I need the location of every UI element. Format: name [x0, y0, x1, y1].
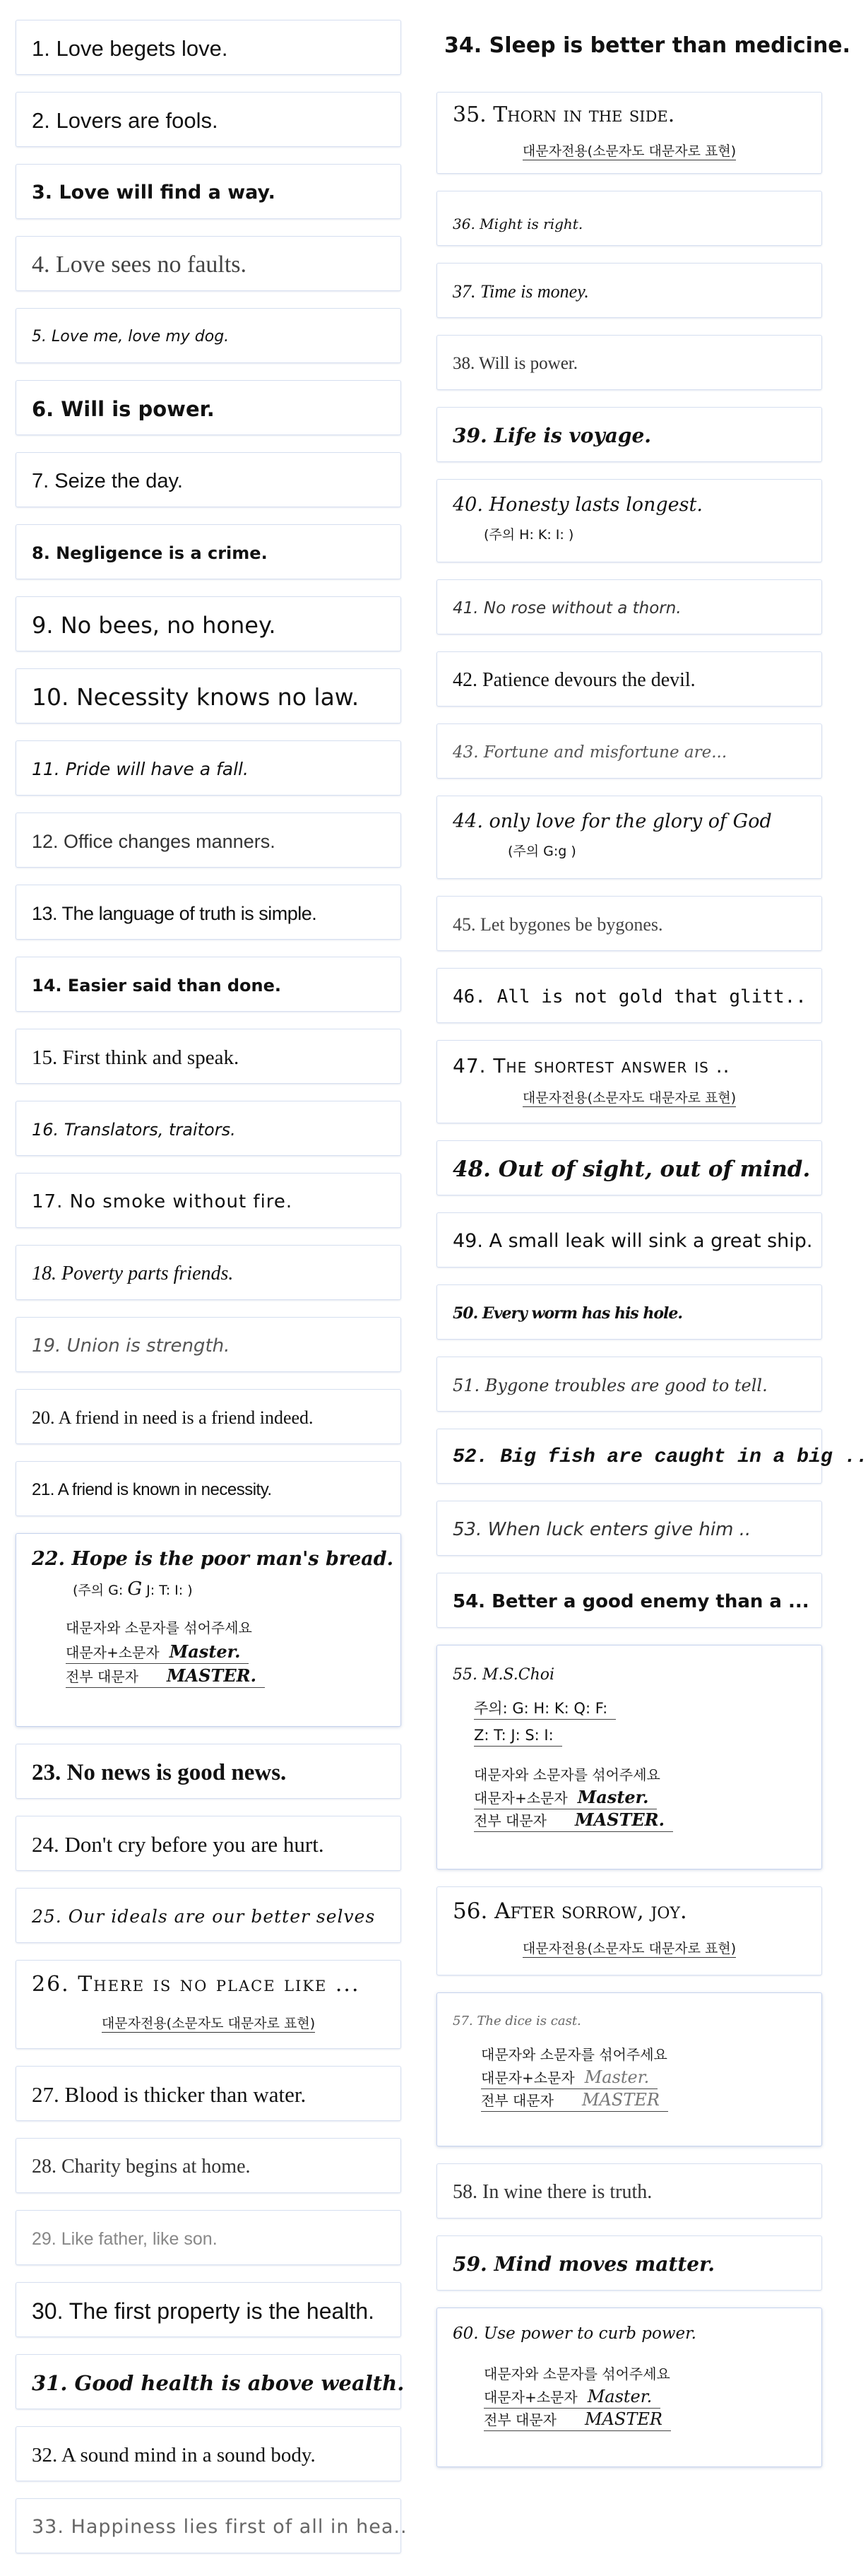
- proverb-text: 43. Fortune and misfortune are...: [453, 743, 727, 762]
- proverb-card-33: [16, 2498, 408, 2553]
- proverb-card-56: [436, 1886, 822, 1975]
- proverb-text: 38. Will is power.: [453, 354, 578, 373]
- proverb-card-32: [16, 2426, 401, 2481]
- proverb-card-50: [436, 1284, 822, 1340]
- proverb-card-20: [16, 1389, 401, 1444]
- mix-note: 대문자와 소문자를 섞어주세요: [484, 2365, 670, 2382]
- proverb-text: 47. The shortest answer is ..: [453, 1054, 730, 1077]
- proverb-card-23: [16, 1744, 401, 1799]
- proverb-text: 17. No smoke without fire.: [32, 1191, 293, 1212]
- proverb-card-11: [16, 740, 401, 796]
- proverb-text: 5. Love me, love my dog.: [32, 328, 230, 345]
- proverb-card-30: [16, 2282, 401, 2337]
- proverb-text: 55. M.S.Choi: [453, 1666, 555, 1684]
- proverb-text: 50. Every worm has his hole.: [453, 1304, 683, 1323]
- proverb-text: 8. Negligence is a crime.: [32, 543, 268, 563]
- all-upper-row: 전부 대문자 MASTER: [484, 2409, 671, 2431]
- proverb-card-4: [16, 236, 401, 291]
- proverb-text: 56. After sorrow, joy.: [453, 1898, 687, 1924]
- caps-only-note: 대문자전용(소문자도 대문자로 표현): [522, 1941, 737, 1956]
- proverb-text: 14. Easier said than done.: [32, 976, 282, 995]
- mix-note: 대문자와 소문자를 섞어주세요: [66, 1619, 252, 1636]
- proverb-text: 53. When luck enters give him ..: [453, 1519, 751, 1540]
- proverb-card-47: [436, 1040, 822, 1123]
- proverb-text: 1. Love begets love.: [32, 36, 228, 61]
- proverb-card-9: [16, 596, 401, 651]
- proverb-text: 12. Office changes manners.: [32, 831, 275, 852]
- proverb-text: 26. There is no place like ...: [32, 1972, 360, 1997]
- upper-lower-row: 대문자+소문자 Master.: [66, 1641, 249, 1664]
- proverb-text: 41. No rose without a thorn.: [453, 599, 682, 618]
- proverb-card-40: [436, 479, 822, 562]
- caps-only-note: 대문자전용(소문자도 대문자로 표현): [522, 1090, 737, 1106]
- proverb-card-24: [16, 1816, 401, 1871]
- proverb-card-49: [436, 1212, 822, 1268]
- proverb-card-13: [16, 885, 401, 940]
- proverb-text: 35. Thorn in the side.: [453, 102, 675, 127]
- proverb-text: 7. Seize the day.: [32, 470, 183, 492]
- proverb-text: 52. Big fish are caught in a big ..: [453, 1446, 868, 1468]
- proverb-card-18: [16, 1245, 401, 1300]
- all-upper-row: 전부 대문자 MASTER.: [66, 1665, 265, 1688]
- proverb-text: 36. Might is right.: [453, 215, 583, 232]
- proverb-card-5: [16, 308, 401, 363]
- proverb-card-27: [16, 2066, 401, 2121]
- proverb-card-26: [16, 1960, 401, 2049]
- proverb-text: 22. Hope is the poor man's bread.: [32, 1548, 394, 1570]
- proverb-card-45: [436, 896, 822, 951]
- proverb-text: 29. Like father, like son.: [32, 2229, 218, 2249]
- proverb-card-31: [16, 2354, 405, 2409]
- proverb-card-12: [16, 813, 401, 868]
- proverb-card-8: [16, 524, 401, 579]
- proverb-text: 27. Blood is thicker than water.: [32, 2082, 307, 2107]
- proverb-text: 2. Lovers are fools.: [32, 108, 218, 133]
- proverb-card-53: [436, 1501, 822, 1556]
- proverb-card-35: [436, 92, 822, 174]
- proverb-card-3: [16, 164, 401, 219]
- proverb-text: 39. Life is voyage.: [453, 424, 652, 447]
- proverb-card-28: [16, 2138, 401, 2193]
- proverb-text: 11. Pride will have a fall.: [32, 759, 249, 779]
- proverb-card-14: [16, 957, 401, 1012]
- caution-hint: (주의 G: G J: T: I: ): [73, 1578, 193, 1600]
- proverb-card-52: [436, 1429, 868, 1484]
- caution-hint: Z: T: J: S: I:: [474, 1725, 562, 1747]
- proverb-text: 13. The language of truth is simple.: [32, 903, 317, 924]
- proverb-text: 25. Our ideals are our better selves: [32, 1906, 376, 1927]
- proverb-text: 49. A small leak will sink a great ship.: [453, 1230, 813, 1252]
- proverb-card-60: [436, 2308, 822, 2467]
- proverb-text: 19. Union is strength.: [32, 1335, 230, 1357]
- proverb-text: 16. Translators, traitors.: [32, 1120, 236, 1140]
- proverb-text: 24. Don't cry before you are hurt.: [32, 1832, 324, 1857]
- proverb-card-1: [16, 20, 401, 75]
- proverb-text: 40. Honesty lasts longest.: [453, 494, 703, 516]
- proverb-text: 45. Let bygones be bygones.: [453, 914, 663, 935]
- proverb-text: 32. A sound mind in a sound body.: [32, 2444, 316, 2466]
- proverb-text: 3. Love will find a way.: [32, 182, 275, 203]
- proverb-card-10: [16, 668, 401, 723]
- proverb-card-46: [436, 968, 822, 1023]
- proverb-card-57: [436, 1992, 822, 2146]
- proverb-text: 34. Sleep is better than medicine.: [444, 33, 851, 58]
- proverb-card-29: [16, 2210, 401, 2265]
- proverb-text: 33. Happiness lies first of all in hea..: [32, 2516, 408, 2538]
- proverb-card-17: [16, 1173, 401, 1228]
- proverb-text: 30. The first property is the health.: [32, 2298, 374, 2324]
- proverb-text: 21. A friend is known in necessity.: [32, 1480, 272, 1499]
- proverb-text: 6. Will is power.: [32, 397, 215, 421]
- proverb-card-58: [436, 2163, 822, 2218]
- proverb-text: 15. First think and speak.: [32, 1046, 239, 1069]
- proverb-card-59: [436, 2235, 822, 2291]
- proverb-card-7: [16, 452, 401, 507]
- proverb-text: 31. Good health is above wealth.: [32, 2371, 405, 2395]
- proverb-card-51: [436, 1357, 822, 1412]
- proverb-card-55: [436, 1645, 822, 1869]
- proverb-text: 20. A friend in need is a friend indeed.: [32, 1407, 314, 1428]
- all-upper-row: 전부 대문자 MASTER.: [474, 1809, 673, 1832]
- proverb-card-22: [16, 1533, 401, 1727]
- proverb-text: 28. Charity begins at home.: [32, 2156, 251, 2178]
- proverb-card-43: [436, 723, 822, 779]
- proverb-card-34: [436, 20, 851, 75]
- mix-note: 대문자와 소문자를 섞어주세요: [481, 2046, 667, 2063]
- proverb-card-48: [436, 1140, 822, 1195]
- proverb-card-19: [16, 1317, 401, 1372]
- proverb-text: 23. No news is good news.: [32, 1760, 287, 1785]
- proverb-card-37: [436, 263, 822, 318]
- proverb-text: 46. All is not gold that glitt..: [453, 986, 807, 1008]
- proverb-text: 4. Love sees no faults.: [32, 252, 247, 278]
- proverb-text: 59. Mind moves matter.: [453, 2252, 715, 2276]
- caps-only-note: 대문자전용(소문자도 대문자로 표현): [522, 143, 737, 159]
- proverb-card-39: [436, 407, 822, 462]
- proverb-card-2: [16, 92, 401, 147]
- caution-hint: (주의 H: K: I: ): [484, 527, 574, 543]
- caution-hint: (주의 G:g ): [508, 844, 576, 859]
- proverb-card-25: [16, 1888, 401, 1943]
- proverb-card-44: [436, 796, 822, 879]
- all-upper-row: 전부 대문자 MASTER: [481, 2089, 668, 2112]
- proverb-card-38: [436, 335, 822, 390]
- proverb-card-21: [16, 1461, 401, 1516]
- proverb-text: 51. Bygone troubles are good to tell.: [453, 1376, 768, 1395]
- mix-note: 대문자와 소문자를 섞어주세요: [474, 1766, 660, 1783]
- right-column: [436, 20, 868, 2484]
- proverb-card-15: [16, 1029, 401, 1084]
- proverb-text: 42. Patience devours the devil.: [453, 669, 696, 691]
- proverb-text: 58. In wine there is truth.: [453, 2181, 653, 2203]
- proverb-text: 18. Poverty parts friends.: [32, 1263, 234, 1284]
- proverb-text: 57. The dice is cast.: [453, 2014, 581, 2028]
- proverb-text: 37. Time is money.: [453, 281, 589, 302]
- proverb-text: 9. No bees, no honey.: [32, 612, 276, 639]
- proverb-card-6: [16, 380, 401, 435]
- proverb-text: 48. Out of sight, out of mind.: [453, 1157, 811, 1182]
- upper-lower-row: 대문자+소문자 Master.: [481, 2067, 658, 2089]
- caps-only-note: 대문자전용(소문자도 대문자로 표현): [101, 2016, 316, 2031]
- proverb-card-42: [436, 651, 822, 707]
- proverb-text: 44. only love for the glory of God: [453, 810, 772, 832]
- proverb-card-36: [436, 191, 822, 246]
- caution-hint: 주의: G: H: K: Q: F:: [474, 1698, 616, 1720]
- proverb-text: 60. Use power to curb power.: [453, 2324, 696, 2343]
- proverb-card-41: [436, 579, 822, 634]
- upper-lower-row: 대문자+소문자 Master.: [474, 1787, 657, 1809]
- proverb-card-16: [16, 1101, 401, 1156]
- proverb-text: 54. Better a good enemy than a ...: [453, 1591, 809, 1612]
- upper-lower-row: 대문자+소문자 Master.: [484, 2386, 660, 2409]
- proverb-card-54: [436, 1573, 822, 1628]
- proverb-text: 10. Necessity knows no law.: [32, 683, 359, 711]
- left-column: [16, 20, 408, 2570]
